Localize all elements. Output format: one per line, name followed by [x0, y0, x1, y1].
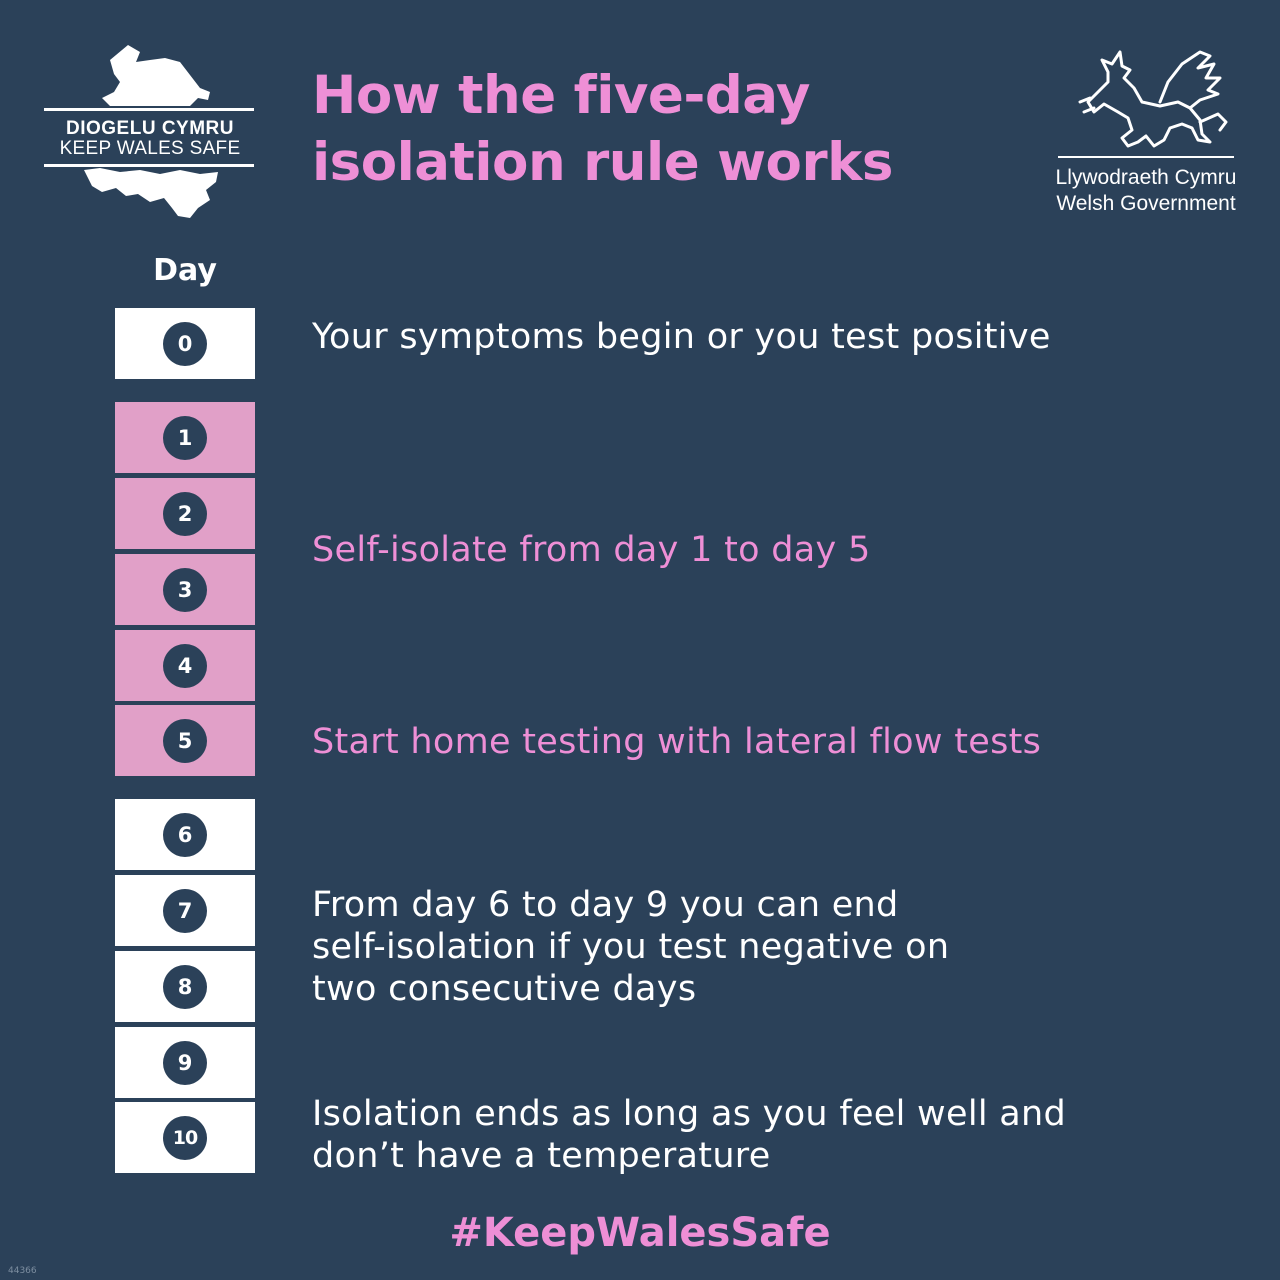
reference-code: 44366	[8, 1266, 37, 1276]
day-number: 5	[163, 719, 207, 763]
day-number: 8	[163, 965, 207, 1009]
keep-wales-safe-logo	[40, 40, 260, 230]
day-column-header: Day	[153, 253, 217, 288]
welsh-government-logo	[1050, 42, 1240, 222]
day-number: 4	[163, 644, 207, 688]
day-box-3	[115, 554, 255, 625]
end-message	[312, 1093, 1066, 1177]
logo-divider	[1058, 156, 1234, 158]
day-box-2	[115, 478, 255, 549]
day-number: 3	[163, 568, 207, 612]
hashtag: #KeepWalesSafe	[449, 1210, 831, 1256]
end-early-line-3: two consecutive days	[312, 969, 697, 1009]
end-early-line-1: From day 6 to day 9 you can end	[312, 885, 899, 925]
campaign-welsh-label: DIOGELU CYMRU	[66, 118, 234, 139]
day-box-6	[115, 799, 255, 870]
gov-welsh-label: Llywodraeth Cymru	[1055, 166, 1237, 189]
testing-message: Start home testing with lateral flow tests	[312, 722, 1042, 762]
day-box-4	[115, 630, 255, 701]
day-number: 9	[163, 1041, 207, 1085]
end-line-1: Isolation ends as long as you feel well and	[312, 1094, 1067, 1134]
dragon-icon	[1050, 42, 1240, 154]
day-box-1	[115, 402, 255, 473]
title-line-1: How the five-day	[312, 65, 810, 126]
day-box-7	[115, 875, 255, 946]
day-number: 7	[163, 889, 207, 933]
end-early-line-2: self-isolation if you test negative on	[312, 927, 950, 967]
isolate-message: Self-isolate from day 1 to day 5	[312, 530, 871, 570]
day-box-0	[115, 308, 255, 379]
day-box-5	[115, 705, 255, 776]
day0-message: Your symptoms begin or you test positive	[312, 317, 1051, 357]
page-title	[312, 62, 893, 196]
end-line-2: don’t have a temperature	[312, 1136, 771, 1176]
day-number: 1	[163, 416, 207, 460]
day-number: 2	[163, 492, 207, 536]
day-number: 0	[163, 322, 207, 366]
gov-english-label: Welsh Government	[1056, 192, 1236, 215]
day-box-8	[115, 951, 255, 1022]
day-number: 10	[163, 1116, 207, 1160]
campaign-english-label: KEEP WALES SAFE	[59, 138, 241, 159]
title-line-2: isolation rule works	[312, 132, 893, 193]
day-number: 6	[163, 813, 207, 857]
day-box-9	[115, 1027, 255, 1098]
end-early-message	[312, 884, 949, 1010]
day-box-10	[115, 1102, 255, 1173]
